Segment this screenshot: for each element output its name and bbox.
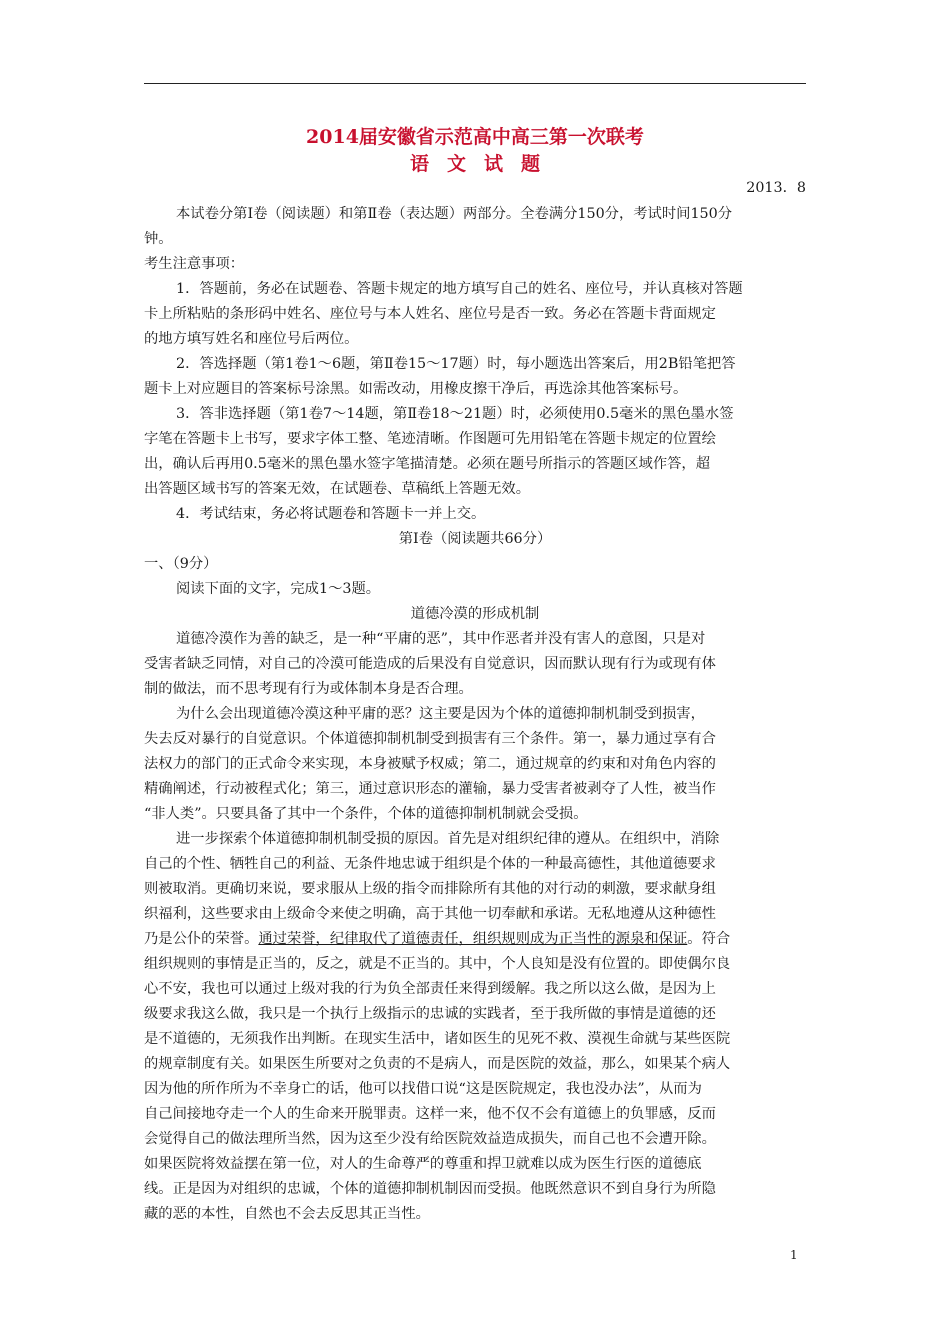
paragraph-text: 乃是公仆的荣誉。 <box>144 931 259 947</box>
paragraph-line: 制的做法，而不思考现有行为或体制本身是否合理。 <box>144 681 473 697</box>
note-line: 3．答非选择题（第1卷7～14题，第Ⅱ卷18～21题）时，必须使用0.5毫米的黑色墨水签 <box>176 406 734 422</box>
paragraph-line: 织福利，这些要求由上级命令来使之明确，高于其他一切奉献和承诺。无私地遵从这种德性 <box>144 906 716 922</box>
question-instruction: 阅读下面的文字，完成1～3题。 <box>176 581 381 597</box>
paragraph-line: 线。正是因为对组织的忠诚，个体的道德抑制机制因而受损。他既然意识不到自身行为所隐 <box>144 1181 716 1197</box>
paragraph-line: 组织规则的事情是正当的，反之，就是不正当的。其中，个人良知是没有位置的。即使偶尔良 <box>144 956 731 972</box>
paragraph-line: 自己的个性、牺牲自己的利益、无条件地忠诚于组织是个体的一种最高德性，其他道德要求 <box>144 856 716 872</box>
paragraph-line: 藏的恶的本性，自然也不会去反思其正当性。 <box>144 1206 430 1222</box>
article-title: 道德冷漠的形成机制 <box>410 606 540 622</box>
note-line: 出答题区域书写的答案无效，在试题卷、草稿纸上答题无效。 <box>144 481 531 497</box>
note-line: 题卡上对应题目的答案标号涂黑。如需改动，用橡皮擦干净后，再选涂其他答案标号。 <box>144 381 688 397</box>
part1-heading: 第Ⅰ卷（阅读题共66分） <box>398 531 552 547</box>
note-line: 1．答题前，务必在试题卷、答题卡规定的地方填写自己的姓名、座位号，并认真核对答题 <box>176 281 743 297</box>
paragraph-line: 进一步探索个体道德抑制机制受损的原因。首先是对组织纪律的遵从。在组织中，消除 <box>176 831 720 847</box>
page-number: 1 <box>790 1248 798 1262</box>
header-rule <box>144 83 806 84</box>
paragraph-line: 自己间接地夺走一个人的生命来开脱罪责。这样一来，他不仅不会有道德上的负罪感，反而 <box>144 1106 716 1122</box>
section-heading: 一、（9分） <box>144 556 218 572</box>
paragraph-line: 心不安，我也可以通过上级对我的行为负全部责任来得到缓解。我之所以这么做，是因为上 <box>144 981 716 997</box>
note-line: 的地方填写姓名和座位号后两位。 <box>144 331 359 347</box>
paragraph-line: 级要求我这么做，我只是一个执行上级指示的忠诚的实践者，至于我所做的事情是道德的还 <box>144 1006 716 1022</box>
intro-line: 本试卷分第Ⅰ卷（阅读题）和第Ⅱ卷（表达题）两部分。全卷满分150分，考试时间150分 <box>176 206 733 222</box>
paragraph-text: 。符合 <box>687 931 731 947</box>
paragraph-line: 为什么会出现道德冷漠这种平庸的恶？这主要是因为个体的道德抑制机制受到损害， <box>176 706 705 722</box>
underlined-sentence: 通过荣誉，纪律取代了道德责任，组织规则成为正当性的源泉和保证 <box>258 931 688 947</box>
exam-title: 2014届安徽省示范高中高三第一次联考 <box>306 126 644 148</box>
paragraph-line: 失去反对暴行的自觉意识。个体道德抑制机制受到损害有三个条件。第一，暴力通过享有合 <box>144 731 716 747</box>
note-line: 2．答选择题（第1卷1～6题，第Ⅱ卷15～17题）时，每小题选出答案后，用2B铅笔把答 <box>176 356 736 372</box>
paragraph-line: 法权力的部门的正式命令来实现，本身被赋予权威；第二，通过规章的约束和对角色内容的 <box>144 756 716 772</box>
notes-heading: 考生注意事项： <box>144 256 245 272</box>
paragraph-line: 因为他的所作所为不幸身亡的话，他可以找借口说“这是医院规定，我也没办法”，从而为 <box>144 1081 702 1097</box>
note-line: 4．考试结束，务必将试题卷和答题卡一并上交。 <box>176 506 486 522</box>
note-line: 出，确认后再用0.5毫米的黑色墨水签字笔描清楚。必须在题号所指示的答题区域作答，超 <box>144 456 711 472</box>
paragraph-line: 会觉得自己的做法理所当然，因为这至少没有给医院效益造成损失，而自己也不会遭开除。 <box>144 1131 716 1147</box>
paragraph-line: 精确阐述，行动被程式化；第三，通过意识形态的灌输，暴力受害者被剥夺了人性，被当作 <box>144 781 716 797</box>
paragraph-line: 受害者缺乏同情，对自己的冷漠可能造成的后果没有自觉意识，因而默认现有行为或现有体 <box>144 656 716 672</box>
exam-subtitle: 语文试题 <box>409 153 558 175</box>
paragraph-line <box>144 929 806 949</box>
intro-line: 钟。 <box>144 231 173 247</box>
paragraph-line: 的规章制度有关。如果医生所要对之负责的不是病人，而是医院的效益，那么，如果某个病人 <box>144 1056 731 1072</box>
paragraph-line: 是不道德的，无须我作出判断。在现实生活中，诸如医生的见死不救、漠视生命就与某些医院 <box>144 1031 731 1047</box>
paragraph-line: 如果医院将效益摆在第一位，对人的生命尊严的尊重和捍卫就难以成为医生行医的道德底 <box>144 1156 702 1172</box>
paragraph-line: 则被取消。更确切来说，要求服从上级的指令而排除所有其他的对行动的刺激，要求献身组 <box>144 881 716 897</box>
note-line: 卡上所粘贴的条形码中姓名、座位号与本人姓名、座位号是否一致。务必在答题卡背面规定 <box>144 306 716 322</box>
paragraph-line: “非人类”。只要具备了其中一个条件，个体的道德抑制机制就会受损。 <box>144 806 588 822</box>
exam-date: 2013．8 <box>746 180 806 196</box>
paragraph-line: 道德冷漠作为善的缺乏，是一种“平庸的恶”，其中作恶者并没有害人的意图，只是对 <box>176 631 706 647</box>
note-line: 字笔在答题卡上书写，要求字体工整、笔迹清晰。作图题可先用铅笔在答题卡规定的位置绘 <box>144 431 716 447</box>
